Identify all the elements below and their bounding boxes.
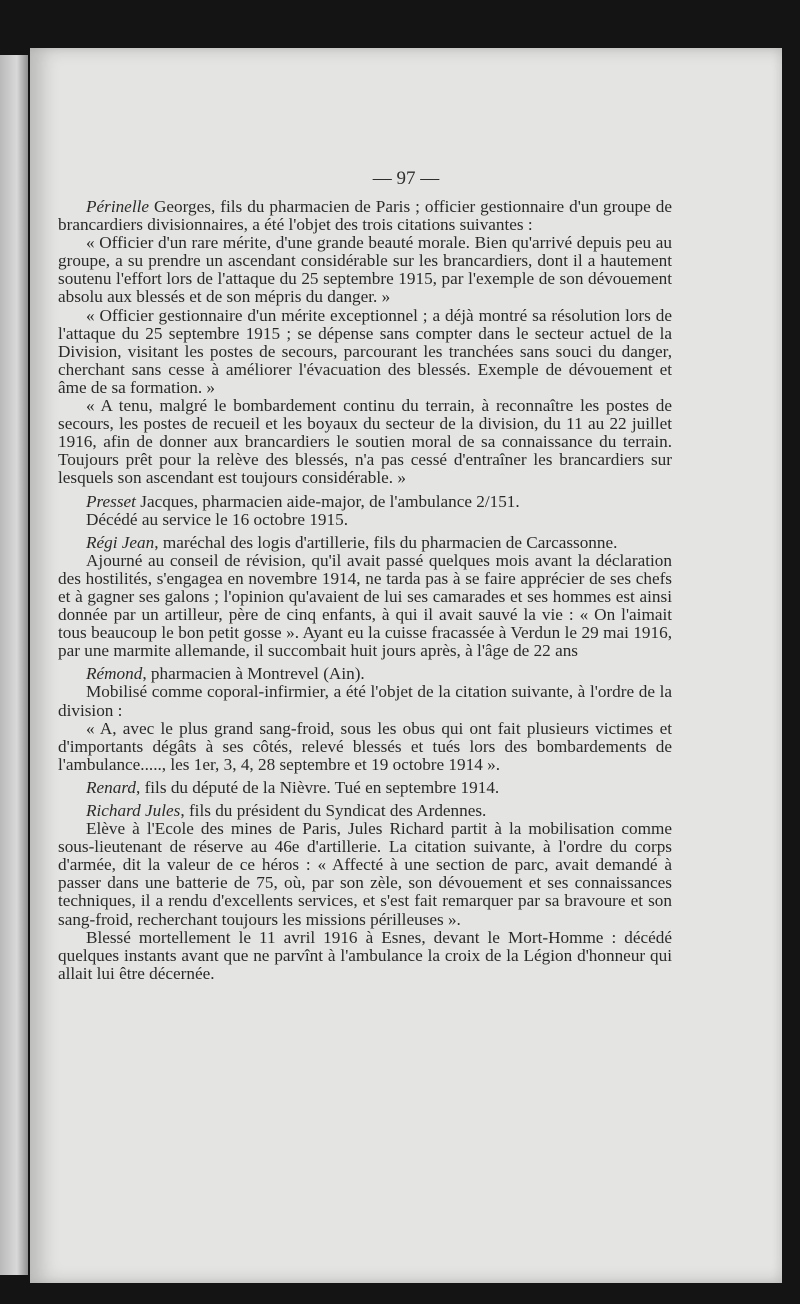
body-paragraph bbox=[58, 234, 672, 306]
paragraph-text: , fils du député de la Nièvre. Tué en septembre 1914. bbox=[135, 777, 500, 797]
person-name: Rémond bbox=[86, 664, 143, 684]
paragraph-text: , fils du président du Syndicat des Ardennes. bbox=[180, 801, 487, 820]
previous-page-edge bbox=[0, 55, 28, 1275]
paragraph-text: Blessé mortellement le 11 avril 1916 à Esnes, devant le Mort-Homme : décédé quelques instants avant que ne parvînt à l'ambulance la croix de la Légion d'honneur qui allait lui être décernée. bbox=[58, 927, 672, 983]
person-name: Richard Jules bbox=[86, 801, 181, 820]
paragraph-text: Ajourné au conseil de révision, qu'il avait passé quelques mois avant la déclaration des hostilités, s'engagea en novembre 1914, ne tarda pas à se faire apprécier de ses chefs et à gagner ses galons ; l'opinion qu'avaient de lui ses camarades et ses hommes est ainsi donnée par un artilleur, père de cinq enfants, à qui il avait sauvé la vie : « On l'aimait tous beaucoup le bon petit gosse ». Ayant eu la cuisse fracassée à Verdun le 29 mai 1916, par une marmite allemande, il succombait huit jours après, à l'âge de 22 ans bbox=[58, 550, 672, 661]
page-number: — 97 — bbox=[372, 168, 440, 189]
person-name: Régi Jean bbox=[86, 532, 155, 552]
entry-paragraph bbox=[58, 802, 672, 820]
entry-paragraph bbox=[58, 779, 672, 797]
body-paragraph bbox=[58, 929, 672, 983]
paragraph-text: Décédé au service le 16 octobre 1915. bbox=[86, 509, 348, 529]
entry-paragraph bbox=[58, 534, 672, 552]
paragraph-text: « A tenu, malgré le bombardement continu du terrain, à reconnaître les postes de secours, les postes de recueil et les boyaux du secteur de la division, du 11 au 22 juillet 1916, afin de donner aux brancardiers le soutien moral de sa connaissance du terrain. Toujours prêt pour la relève des blessés, n'a pas cessé d'entraîner les brancardiers sur lesquels son ascendant est toujours considérable. » bbox=[58, 396, 672, 488]
entry-paragraph bbox=[58, 665, 672, 683]
paragraph-text: Elève à l'Ecole des mines de Paris, Jules Richard partit à la mobilisation comme sous-lieutenant de réserve au 46e d'artillerie. La citation suivante, à l'ordre du corps d'armée, dit la valeur de ce héros : « Affecté à une section de parc, avait demandé à passer dans une batterie de 75, où, par son zèle, son dévouement et ses connaissances techniques, il a rendu d'excellents services, et s'est fait remarquer par sa bravoure et son sang-froid, recherchant toujours les missions périlleuses ». bbox=[58, 819, 672, 929]
body-paragraph bbox=[58, 397, 672, 487]
paragraph-text: Georges, fils du pharmacien de Paris ; officier gestionnaire d'un groupe de brancardiers divisionnaires, a été l'objet des trois citations suivantes : bbox=[58, 197, 672, 235]
body-paragraph bbox=[58, 307, 672, 397]
body-paragraph bbox=[58, 820, 672, 929]
paragraph-text: Jacques, pharmacien aide-major, de l'ambulance 2/151. bbox=[135, 491, 520, 511]
book-page bbox=[30, 48, 782, 1283]
paragraph-text: « Officier gestionnaire d'un mérite exceptionnel ; a déjà montré sa résolution lors de l'attaque du 25 septembre 1915 ; se dépense sans compter dans le secteur actuel de la Division, visitant les postes de secours, parcourant les tranchées sans souci du danger, cherchant sans cesse à améliorer l'évacuation des blessés. Exemple de dévouement et âme de sa formation. » bbox=[58, 305, 672, 397]
paragraph-text: Mobilisé comme coporal-infirmier, a été l'objet de la citation suivante, à l'ordre de la division : bbox=[58, 682, 672, 720]
entry-paragraph bbox=[58, 493, 672, 511]
body-paragraph bbox=[58, 511, 672, 529]
body-paragraph bbox=[58, 720, 672, 774]
paragraph-text: « A, avec le plus grand sang-froid, sous les obus qui ont fait plusieurs victimes et d'importants dégâts à ses côtés, relevé blessés et tués lors des bombardements de l'ambulance....., les 1er, 3, 4, 28 septembre et 19 octobre 1914 ». bbox=[58, 718, 672, 774]
person-name: Périnelle bbox=[86, 197, 149, 216]
page-body-text bbox=[58, 198, 672, 983]
body-paragraph bbox=[58, 683, 672, 719]
person-name: Renard bbox=[86, 777, 136, 797]
entry-paragraph bbox=[58, 198, 672, 234]
paragraph-text: « Officier d'un rare mérite, d'une grande beauté morale. Bien qu'arrivé depuis peu au groupe, a su prendre un ascendant considérable sur les brancardiers, dont il a hautement soutenu l'effort lors de l'attaque du 25 septembre 1915, par l'exemple de son dévouement absolu aux blessés et de son mépris du danger. » bbox=[58, 233, 672, 307]
person-name: Presset bbox=[86, 491, 136, 511]
body-paragraph bbox=[58, 552, 672, 661]
paragraph-text: , pharmacien à Montrevel (Ain). bbox=[142, 664, 365, 684]
paragraph-text: , maréchal des logis d'artillerie, fils du pharmacien de Carcassonne. bbox=[154, 532, 618, 552]
